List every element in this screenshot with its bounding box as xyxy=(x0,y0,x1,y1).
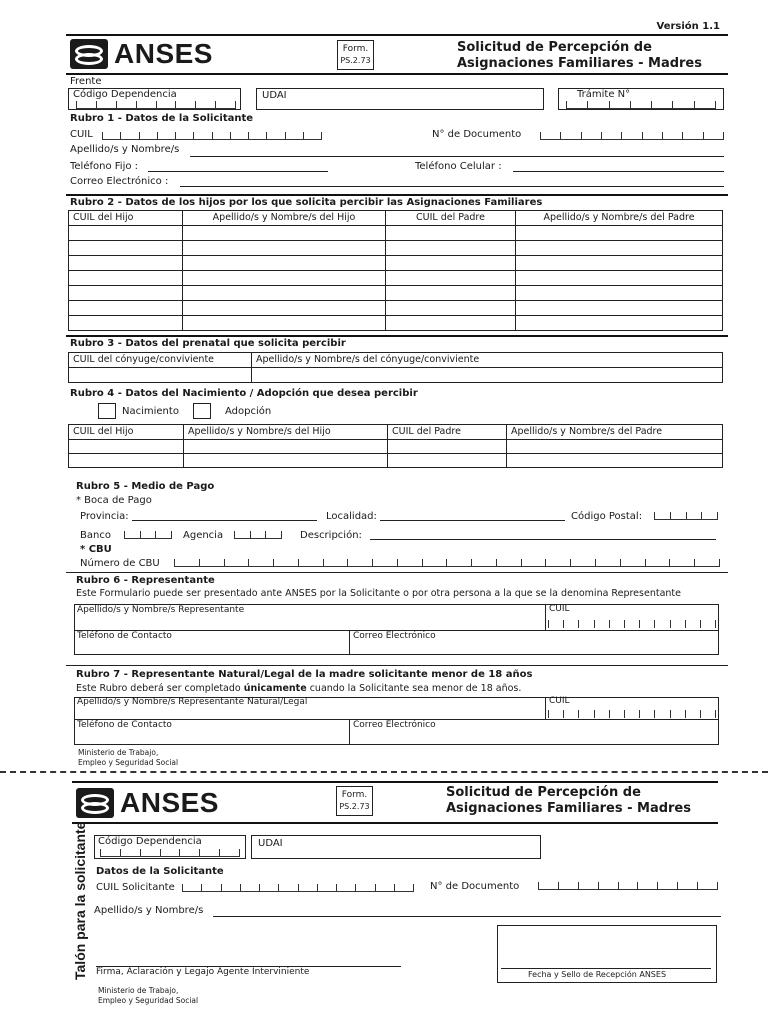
codigo-dependencia-label: Código Dependencia xyxy=(73,89,177,100)
talon-codigo-dependencia-ticks xyxy=(100,845,240,857)
rubro6-cuil-label: CUIL xyxy=(549,604,570,614)
column-header: CUIL del Padre xyxy=(386,211,516,226)
agencia-input[interactable] xyxy=(234,527,282,539)
rubro7-title: Rubro 7 - Representante Natural/Legal de la madre solicitante menor de 18 años xyxy=(76,669,533,680)
udai-box[interactable] xyxy=(256,88,544,110)
adopcion-label: Adopción xyxy=(225,406,272,417)
tramite-ticks xyxy=(566,97,716,109)
talon-vertical-label: Talón para la solicitante xyxy=(72,821,88,980)
rubro4-table xyxy=(68,424,723,468)
rubro1-tel-cel-line[interactable] xyxy=(513,171,724,172)
table-row[interactable] xyxy=(69,271,723,286)
talon-header-bottom-rule xyxy=(72,822,718,824)
rubro1-apellido-label: Apellido/s y Nombre/s xyxy=(70,144,180,155)
table-row[interactable] xyxy=(69,454,723,468)
table-row[interactable] xyxy=(69,256,723,271)
table-header-row xyxy=(69,425,723,440)
rubro6-rule xyxy=(66,572,728,573)
column-header: Apellido/s y Nombre/s del cónyuge/conviviente xyxy=(252,353,723,368)
banco-input[interactable] xyxy=(124,527,172,539)
rubro1-documento-input[interactable] xyxy=(540,128,724,140)
column-header: Apellido/s y Nombre/s del Padre xyxy=(516,211,723,226)
talon-cuil-label: CUIL Solicitante xyxy=(96,882,175,893)
talon-anses-logo-icon xyxy=(76,788,114,818)
rubro6-apellido-label: Apellido/s y Nombre/s Representante xyxy=(77,605,245,615)
talon-udai-label: UDAI xyxy=(258,838,283,849)
ministerio-label: Ministerio de Trabajo, Empleo y Seguridad Social xyxy=(78,748,179,767)
table-row[interactable] xyxy=(69,440,723,454)
column-header: Apellido/s y Nombre/s del Hijo xyxy=(184,425,388,440)
provincia-label: Provincia: xyxy=(80,511,129,522)
numero-cbu-label: Número de CBU xyxy=(80,558,160,569)
version-label: Versión 1.1 xyxy=(656,21,720,32)
rubro1-tel-fijo-line[interactable] xyxy=(148,171,328,172)
nacimiento-label: Nacimiento xyxy=(122,406,179,417)
table-row[interactable] xyxy=(69,241,723,256)
rubro1-documento-label: N° de Documento xyxy=(432,129,522,140)
column-header: CUIL del Hijo xyxy=(69,425,184,440)
rubro1-cuil-input[interactable] xyxy=(102,128,322,140)
rubro3-rule xyxy=(66,335,728,337)
rubro6-title: Rubro 6 - Representante xyxy=(76,575,215,586)
rubro7-apellido-label: Apellido/s y Nombre/s Representante Natural/Legal xyxy=(77,697,308,707)
rubro7-rule xyxy=(66,665,728,666)
rubro7-correo-label: Correo Electrónico xyxy=(353,720,436,730)
talon-anses-logo: ANSES xyxy=(76,787,219,819)
anses-logo-icon xyxy=(70,39,108,69)
rubro4-title: Rubro 4 - Datos del Nacimiento / Adopción que desea percibir xyxy=(70,388,418,399)
descripcion-line[interactable] xyxy=(370,539,716,540)
column-header: Apellido/s y Nombre/s del Padre xyxy=(507,425,723,440)
codigo-dependencia-ticks xyxy=(76,97,236,109)
rubro2-table xyxy=(68,210,723,331)
rubro7-tel-divider xyxy=(349,719,350,745)
rubro7-cuil-divider xyxy=(545,697,546,719)
rubro7-cuil-label: CUIL xyxy=(549,696,570,706)
rubro7-note: Este Rubro deberá ser completado únicamente cuando la Solicitante sea menor de 18 años. xyxy=(76,683,522,694)
talon-form-code-box: Form. PS.2.73 xyxy=(336,786,373,816)
table-row[interactable] xyxy=(69,301,723,316)
rubro6-note: Este Formulario puede ser presentado ante ANSES por la Solicitante o por otra persona a la que se la denomina Representante xyxy=(76,588,681,599)
talon-sello-line xyxy=(501,968,711,969)
talon-apellido-line[interactable] xyxy=(213,916,721,917)
talon-udai-box[interactable] xyxy=(251,835,541,859)
talon-cuil-input[interactable] xyxy=(182,880,414,892)
rubro1-tel-cel-label: Teléfono Celular : xyxy=(415,161,502,172)
talon-codigo-dependencia-label: Código Dependencia xyxy=(98,836,202,847)
agencia-label: Agencia xyxy=(183,530,224,541)
rubro1-correo-label: Correo Electrónico : xyxy=(70,176,169,187)
talon-form-title: Solicitud de Percepción de Asignaciones Familiares - Madres xyxy=(446,785,691,816)
table-header-row xyxy=(69,353,723,368)
banco-label: Banco xyxy=(80,530,111,541)
tramite-label: Trámite N° xyxy=(577,89,631,100)
talon-fecha-sello-label: Fecha y Sello de Recepción ANSES xyxy=(528,970,667,979)
codigo-postal-label: Código Postal: xyxy=(571,511,643,522)
anses-logo: ANSES xyxy=(70,38,213,70)
rubro6-cuil-input[interactable] xyxy=(548,616,716,628)
table-row[interactable] xyxy=(69,226,723,241)
codigo-postal-input[interactable] xyxy=(654,508,718,520)
column-header: CUIL del cónyuge/conviviente xyxy=(69,353,252,368)
table-header-row xyxy=(69,211,723,226)
header-bottom-rule xyxy=(66,73,728,75)
rubro1-cuil-label: CUIL xyxy=(70,129,93,140)
table-row[interactable] xyxy=(69,316,723,331)
rubro2-title: Rubro 2 - Datos de los hijos por los que solicita percibir las Asignaciones Familiares xyxy=(70,197,543,208)
talon-ministerio-label: Ministerio de Trabajo, Empleo y Seguridad Social xyxy=(98,986,199,1005)
rubro6-correo-label: Correo Electrónico xyxy=(353,631,436,641)
cbu-label: * CBU xyxy=(80,544,112,555)
talon-documento-label: N° de Documento xyxy=(430,881,520,892)
table-row[interactable] xyxy=(69,368,723,383)
header-top-rule xyxy=(66,34,728,36)
provincia-line[interactable] xyxy=(132,520,317,521)
boca-pago-label: * Boca de Pago xyxy=(76,495,152,506)
talon-top-rule xyxy=(72,781,718,783)
form-title: Solicitud de Percepción de Asignaciones Familiares - Madres xyxy=(457,40,702,71)
talon-datos-title: Datos de la Solicitante xyxy=(96,866,224,877)
cut-line xyxy=(0,771,768,773)
rubro7-cuil-input[interactable] xyxy=(548,706,716,718)
localidad-line[interactable] xyxy=(380,520,565,521)
rubro2-rule xyxy=(66,194,728,196)
rubro3-table xyxy=(68,352,723,383)
rubro5-title: Rubro 5 - Medio de Pago xyxy=(76,481,215,492)
column-header: CUIL del Hijo xyxy=(69,211,183,226)
column-header: CUIL del Padre xyxy=(388,425,507,440)
rubro7-telefono-label: Teléfono de Contacto xyxy=(77,720,172,730)
rubro3-title: Rubro 3 - Datos del prenatal que solicita percibir xyxy=(70,338,346,349)
localidad-label: Localidad: xyxy=(326,511,377,522)
table-row[interactable] xyxy=(69,286,723,301)
talon-documento-input[interactable] xyxy=(538,878,718,890)
rubro1-tel-fijo-label: Teléfono Fijo : xyxy=(70,161,139,172)
cbu-input[interactable] xyxy=(174,555,720,567)
rubro1-title: Rubro 1 - Datos de la Solicitante xyxy=(70,113,254,124)
adopcion-checkbox[interactable] xyxy=(193,403,211,419)
rubro6-cuil-divider xyxy=(545,604,546,630)
rubro1-apellido-line[interactable] xyxy=(190,156,724,157)
frente-label: Frente xyxy=(70,76,102,87)
talon-firma-label: Firma, Aclaración y Legajo Agente Interviniente xyxy=(96,967,310,977)
talon-apellido-label: Apellido/s y Nombre/s xyxy=(94,905,204,916)
column-header: Apellido/s y Nombre/s del Hijo xyxy=(183,211,386,226)
rubro6-tel-divider xyxy=(349,630,350,655)
descripcion-label: Descripción: xyxy=(300,530,362,541)
rubro6-telefono-label: Teléfono de Contacto xyxy=(77,631,172,641)
form-code-box: Form. PS.2.73 xyxy=(337,40,374,70)
nacimiento-checkbox[interactable] xyxy=(98,403,116,419)
udai-label: UDAI xyxy=(262,90,287,101)
rubro1-correo-line[interactable] xyxy=(180,186,724,187)
